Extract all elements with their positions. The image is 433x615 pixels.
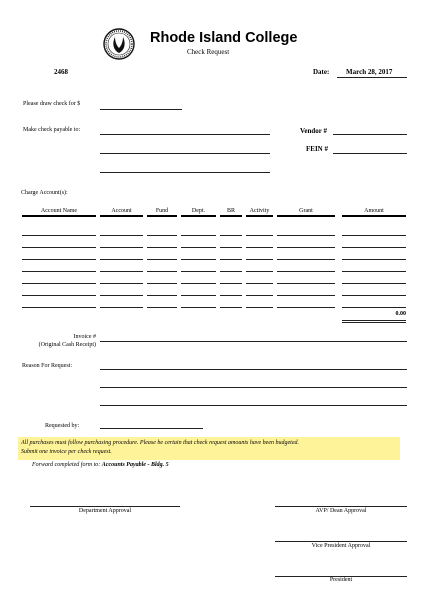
reason-field-3[interactable]	[100, 405, 407, 406]
col-fund: Fund	[155, 208, 169, 214]
charge-row-4-fund-field[interactable]	[147, 271, 177, 272]
charge-row-3-amount-field[interactable]	[342, 259, 406, 260]
forward-prefix: Forward completed form to:	[32, 462, 101, 468]
charge-row-6-fund-field[interactable]	[147, 295, 177, 296]
charge-row-5-amount-field[interactable]	[342, 283, 406, 284]
requested-by-label: Requested by:	[45, 423, 80, 429]
charge-row-1-dept-field[interactable]	[181, 235, 216, 236]
form-title: Check Request	[187, 48, 230, 56]
charge-row-7-account-name-field[interactable]	[22, 307, 96, 308]
reason-label: Reason For Request:	[22, 363, 72, 369]
col-br: BR	[226, 208, 235, 214]
charge-row-3-dept-field[interactable]	[181, 259, 216, 260]
header-rule-dept	[181, 215, 216, 217]
charge-row-1-fund-field[interactable]	[147, 235, 177, 236]
col-dept: Dept.	[191, 208, 206, 214]
vendor-field[interactable]	[333, 134, 407, 135]
col-account-name: Account Name	[40, 208, 78, 214]
charge-row-2-account-field[interactable]	[100, 247, 143, 248]
charge-row-4-dept-field[interactable]	[181, 271, 216, 272]
charge-row-1-account-field[interactable]	[100, 235, 143, 236]
vice-president-approval-line[interactable]	[275, 541, 407, 542]
payee-field-2[interactable]	[100, 153, 270, 154]
charge-row-7-grant-field[interactable]	[277, 307, 335, 308]
payee-field-1[interactable]	[100, 134, 270, 135]
header-rule-amount	[342, 215, 406, 217]
charge-row-6-br-field[interactable]	[220, 295, 242, 296]
charge-row-3-grant-field[interactable]	[277, 259, 335, 260]
invoice-sub-label: (Original Cash Receipt)	[38, 342, 96, 348]
charge-row-6-grant-field[interactable]	[277, 295, 335, 296]
payable-to-label: Make check payable to:	[23, 127, 81, 133]
fein-label: FEIN #	[306, 145, 328, 153]
header-rule-fund	[147, 215, 177, 217]
header-rule-br	[220, 215, 242, 217]
charge-row-6-account-field[interactable]	[100, 295, 143, 296]
vendor-label: Vendor #	[300, 127, 328, 135]
check-amount-field[interactable]	[100, 109, 182, 110]
charge-row-7-account-field[interactable]	[100, 307, 143, 308]
charge-row-4-grant-field[interactable]	[277, 271, 335, 272]
col-amount: Amount	[364, 208, 384, 214]
charge-row-7-br-field[interactable]	[220, 307, 242, 308]
header-rule-account	[100, 215, 143, 217]
charge-row-2-fund-field[interactable]	[147, 247, 177, 248]
charge-row-5-br-field[interactable]	[220, 283, 242, 284]
charge-row-2-dept-field[interactable]	[181, 247, 216, 248]
charge-row-6-activity-field[interactable]	[246, 295, 273, 296]
charge-row-4-br-field[interactable]	[220, 271, 242, 272]
charge-row-4-amount-field[interactable]	[342, 271, 406, 272]
charge-row-7-amount-field[interactable]	[342, 307, 406, 308]
charge-row-5-dept-field[interactable]	[181, 283, 216, 284]
header-rule-grant	[277, 215, 335, 217]
notice-line-2: Submit one invoice per check request.	[21, 449, 112, 455]
col-grant: Grant	[299, 208, 313, 214]
charge-row-5-account-name-field[interactable]	[22, 283, 96, 284]
charge-row-7-activity-field[interactable]	[246, 307, 273, 308]
charge-row-2-activity-field[interactable]	[246, 247, 273, 248]
department-approval-line[interactable]	[30, 506, 180, 507]
charge-row-3-activity-field[interactable]	[246, 259, 273, 260]
charge-row-5-account-field[interactable]	[100, 283, 143, 284]
charge-row-3-br-field[interactable]	[220, 259, 242, 260]
charge-row-4-account-name-field[interactable]	[22, 271, 96, 272]
charge-row-3-account-field[interactable]	[100, 259, 143, 260]
invoice-label: Invoice #	[73, 334, 96, 340]
fein-field[interactable]	[333, 153, 407, 154]
charge-row-6-account-name-field[interactable]	[22, 295, 96, 296]
forward-target: Accounts Payable - Bldg. 5	[101, 462, 169, 468]
charge-accounts-label: Charge Account(s):	[21, 190, 68, 196]
forward-line	[32, 462, 169, 469]
charge-row-6-dept-field[interactable]	[181, 295, 216, 296]
requested-by-field[interactable]	[100, 428, 203, 429]
charge-row-3-fund-field[interactable]	[147, 259, 177, 260]
department-approval-label: Department Approval	[78, 508, 132, 514]
charge-row-1-account-name-field[interactable]	[22, 235, 96, 236]
col-activity: Activity	[249, 208, 270, 214]
avp-dean-approval-label: AVP/ Dean Approval	[315, 508, 367, 514]
amount-total: 0.00	[395, 311, 406, 317]
charge-row-1-grant-field[interactable]	[277, 235, 335, 236]
notice-line-1: All purchases must follow purchasing procedure. Please be certain that check request amounts have been budgeted.	[21, 440, 299, 446]
charge-row-4-activity-field[interactable]	[246, 271, 273, 272]
total-double-underline-2	[342, 322, 406, 323]
charge-row-1-amount-field[interactable]	[342, 235, 406, 236]
charge-row-2-br-field[interactable]	[220, 247, 242, 248]
president-approval-label: President	[329, 577, 353, 583]
payee-field-3[interactable]	[100, 172, 270, 173]
invoice-field[interactable]	[100, 341, 407, 342]
charge-row-7-fund-field[interactable]	[147, 307, 177, 308]
college-name: Rhode Island College	[150, 30, 298, 46]
charge-row-2-amount-field[interactable]	[342, 247, 406, 248]
charge-row-7-dept-field[interactable]	[181, 307, 216, 308]
charge-row-2-account-name-field[interactable]	[22, 247, 96, 248]
date-underline	[337, 77, 407, 78]
date-label: Date:	[313, 68, 330, 76]
college-seal-logo	[103, 28, 135, 60]
charge-row-4-account-field[interactable]	[100, 271, 143, 272]
charge-row-6-amount-field[interactable]	[342, 295, 406, 296]
vice-president-approval-label: Vice President Approval	[311, 543, 371, 549]
charge-row-5-grant-field[interactable]	[277, 283, 335, 284]
charge-row-1-br-field[interactable]	[220, 235, 242, 236]
charge-row-2-grant-field[interactable]	[277, 247, 335, 248]
charge-row-3-account-name-field[interactable]	[22, 259, 96, 260]
charge-row-1-activity-field[interactable]	[246, 235, 273, 236]
charge-row-5-activity-field[interactable]	[246, 283, 273, 284]
charge-row-5-fund-field[interactable]	[147, 283, 177, 284]
header-rule-activity	[246, 215, 273, 217]
header-rule-account-name	[22, 215, 96, 217]
col-account: Account	[111, 208, 132, 214]
request-number: 2468	[54, 68, 68, 76]
total-double-underline-1	[342, 320, 406, 321]
avp-dean-approval-line[interactable]	[275, 506, 407, 507]
reason-field-1[interactable]	[100, 369, 407, 370]
reason-field-2[interactable]	[100, 387, 407, 388]
draw-check-label: Please draw check for $	[23, 101, 81, 107]
date-value: March 28, 2017	[346, 68, 393, 76]
